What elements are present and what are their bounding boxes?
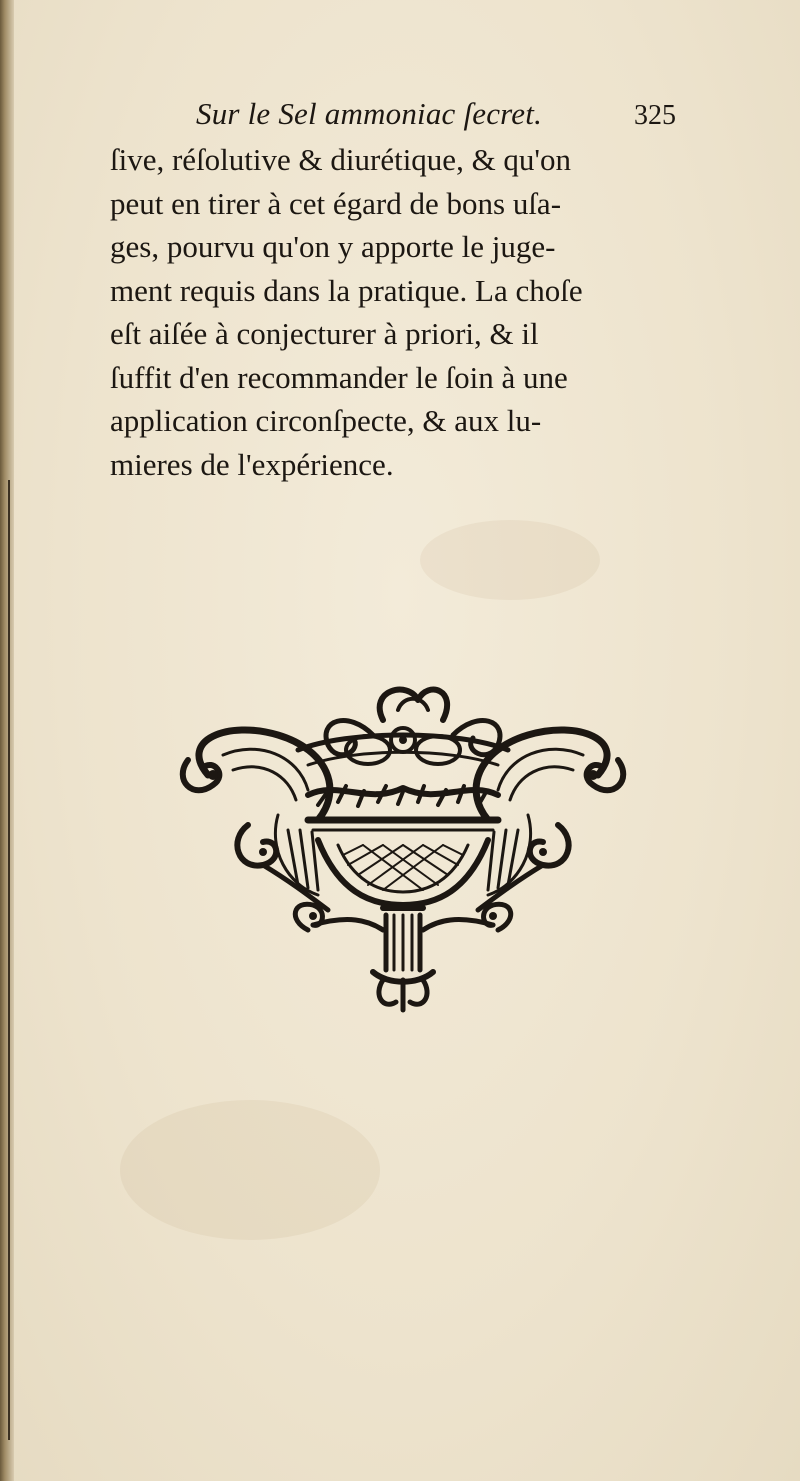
cul-de-lampe-vase-ornament-icon xyxy=(168,680,638,1020)
paper-stain xyxy=(120,1100,380,1240)
page-number: 325 xyxy=(634,100,676,131)
paper-stain xyxy=(420,520,600,600)
text-line: mieres de l'expérience. xyxy=(110,446,394,482)
running-header xyxy=(196,96,676,136)
spine-rule xyxy=(8,480,10,1440)
text-line: ment requis dans la pratique. La choſe xyxy=(110,272,583,308)
text-line: ſive, réſolutive & diurétique, & qu'on xyxy=(110,142,572,177)
text-line: eſt aiſée à conjecturer à priori, & il xyxy=(110,316,539,351)
page-spine-edge xyxy=(0,0,14,1481)
text-line: ges, pourvu qu'on y apporte le juge- xyxy=(110,229,556,264)
running-title: Sur le Sel ammoniac ſecret. xyxy=(196,96,543,131)
text-line: application circonſpecte, & aux lu- xyxy=(110,403,542,438)
body-paragraph xyxy=(110,138,715,486)
text-line: ſuffit d'en recommander le ſoin à une xyxy=(110,359,568,395)
text-line: peut en tirer à cet égard de bons uſa- xyxy=(110,185,562,221)
